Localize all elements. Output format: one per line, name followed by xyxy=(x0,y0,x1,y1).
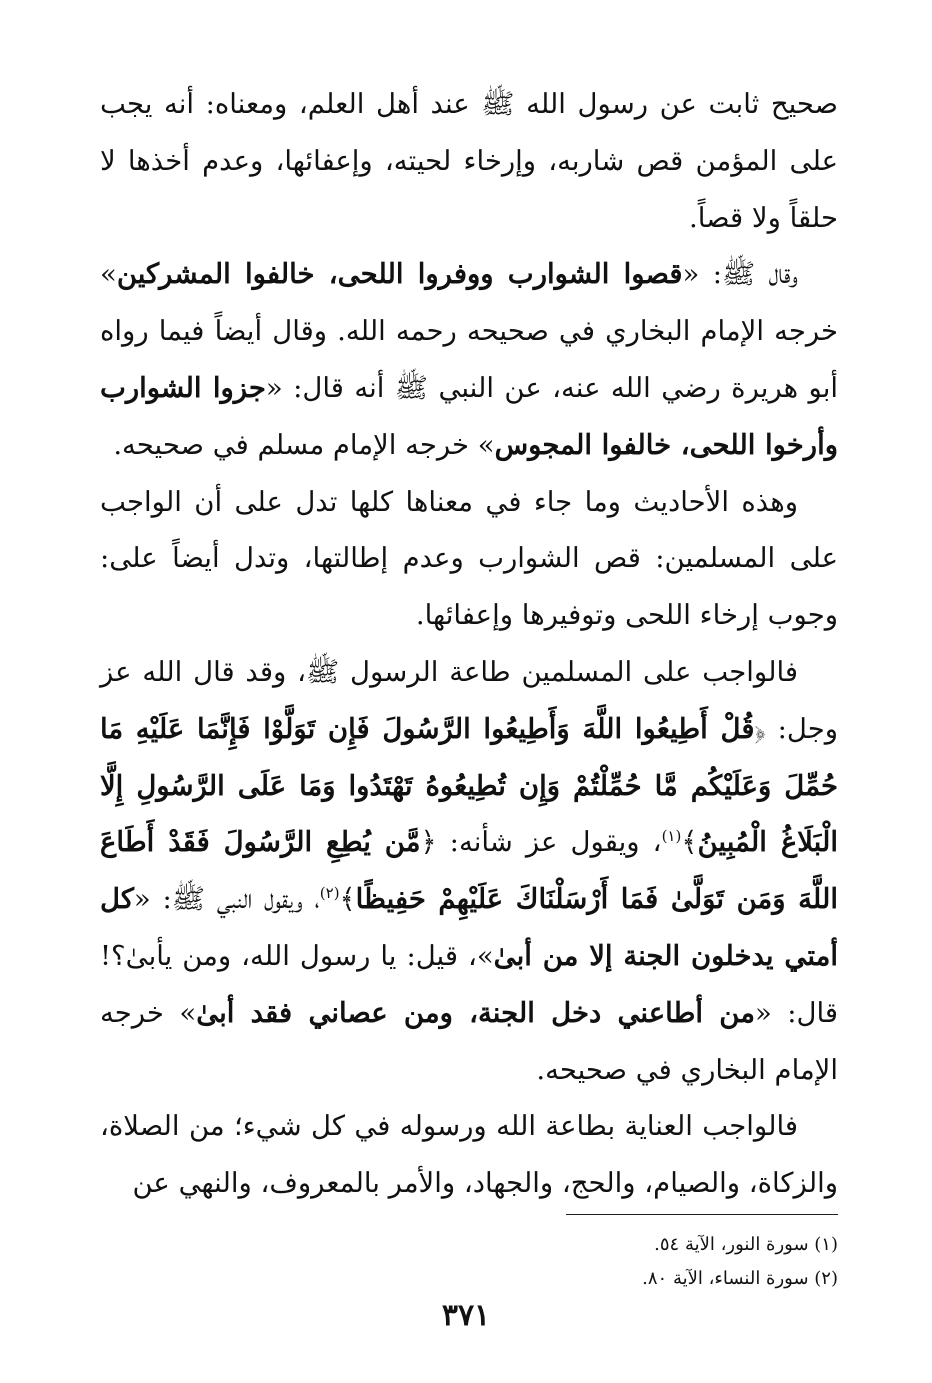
text-segment: فالواجب العناية بطاعة الله ورسوله في كل شيء؛ من الصلاة، والزكاة، والصيام، والحج، والجهاد، والأمر بالمعروف، والنهي عن xyxy=(100,1110,838,1200)
text-segment: صحيح ثابت عن رسول الله ﷺ عند أهل العلم، ومعناه: أنه يجب على المؤمن قص شاربه، وإرخاء لحيته، وإعفائها، وعدم أخذها لا حلقاً ولا قصاً. xyxy=(100,88,838,234)
text-segment: ﴾ xyxy=(339,883,356,916)
quoted-text: كل أمتي يدخلون الجنة إلا من أبىٰ xyxy=(100,883,838,972)
text-segment: وقال ﷺ: « xyxy=(682,258,798,291)
text-segment: فالواجب على المسلمين طاعة الرسول ﷺ، وقد قال الله عز وجل: ﴿ xyxy=(100,655,838,745)
text-segment: ، ويقول عز شأنه: ﴿ xyxy=(420,826,662,859)
quoted-text: من أطاعني دخل الجنة، ومن عصاني فقد أبىٰ xyxy=(196,996,755,1029)
page-number: ٣٧١ xyxy=(441,1298,491,1333)
main-text xyxy=(100,76,838,1212)
text-segment: » خرجه الإمام البخاري في صحيحه. xyxy=(100,996,838,1086)
text-segment: » خرجه الإمام مسلم في صحيحه. xyxy=(113,428,495,461)
footnote-divider xyxy=(566,1214,838,1215)
quoted-text: قُلْ أَطِيعُوا اللَّهَ وَأَطِيعُوا الرَّسُولَ فَإِن تَوَلَّوْا فَإِنَّمَا عَلَيْهِ مَا حُمِّلَ وَعَلَيْكُم مَّا حُمِّلْتُمْ وَإِن تُطِيعُوهُ تَهْتَدُوا وَمَا عَلَى الرَّسُولِ إِلَّا الْبَلَاغُ الْمُبِينُ xyxy=(100,712,838,859)
paragraph xyxy=(100,644,838,1098)
paragraph xyxy=(100,246,838,473)
paragraph xyxy=(100,76,838,246)
text-segment: » خرجه الإمام البخاري في صحيحه رحمه الله. وقال أيضاً فيما رواه أبو هريرة رضي الله عنه، عن النبي ﷺ أنه قال: « xyxy=(100,258,838,404)
quoted-text: مَّن يُطِعِ الرَّسُولَ فَقَدْ أَطَاعَ اللَّهَ وَمَن تَوَلَّىٰ فَمَا أَرْسَلْنَاكَ عَلَيْهِمْ حَفِيظًا xyxy=(100,826,838,916)
text-segment: ، ويقول النبي ﷺ: « xyxy=(133,883,320,916)
quoted-text: جزوا الشوارب وأرخوا اللحى، خالفوا المجوس xyxy=(100,371,838,461)
quoted-text: قصوا الشوارب ووفروا اللحى، خالفوا المشركين xyxy=(116,258,683,291)
footnote-1: (١) سورة النور، الآية ٥٤. xyxy=(654,1234,838,1255)
footnote-reference: (٢) xyxy=(319,884,340,902)
text-segment: ﴾ xyxy=(681,826,698,859)
footnote-reference: (١) xyxy=(661,827,682,846)
footnote-2: (٢) سورة النساء، الآية ٨٠. xyxy=(642,1268,838,1289)
text-segment: »، قيل: يا رسول الله، ومن يأبىٰ؟! قال: « xyxy=(100,939,838,1029)
text-segment: وهذه الأحاديث وما جاء في معناها كلها تدل على أن الواجب على المسلمين: قص الشوارب وعدم إطالتها، وتدل أيضاً على: وجوب إرخاء اللحى وتوفيرها وإعفائها. xyxy=(100,485,838,632)
paragraph xyxy=(100,474,838,644)
footnotes xyxy=(480,1228,838,1296)
paragraph xyxy=(100,1098,838,1212)
